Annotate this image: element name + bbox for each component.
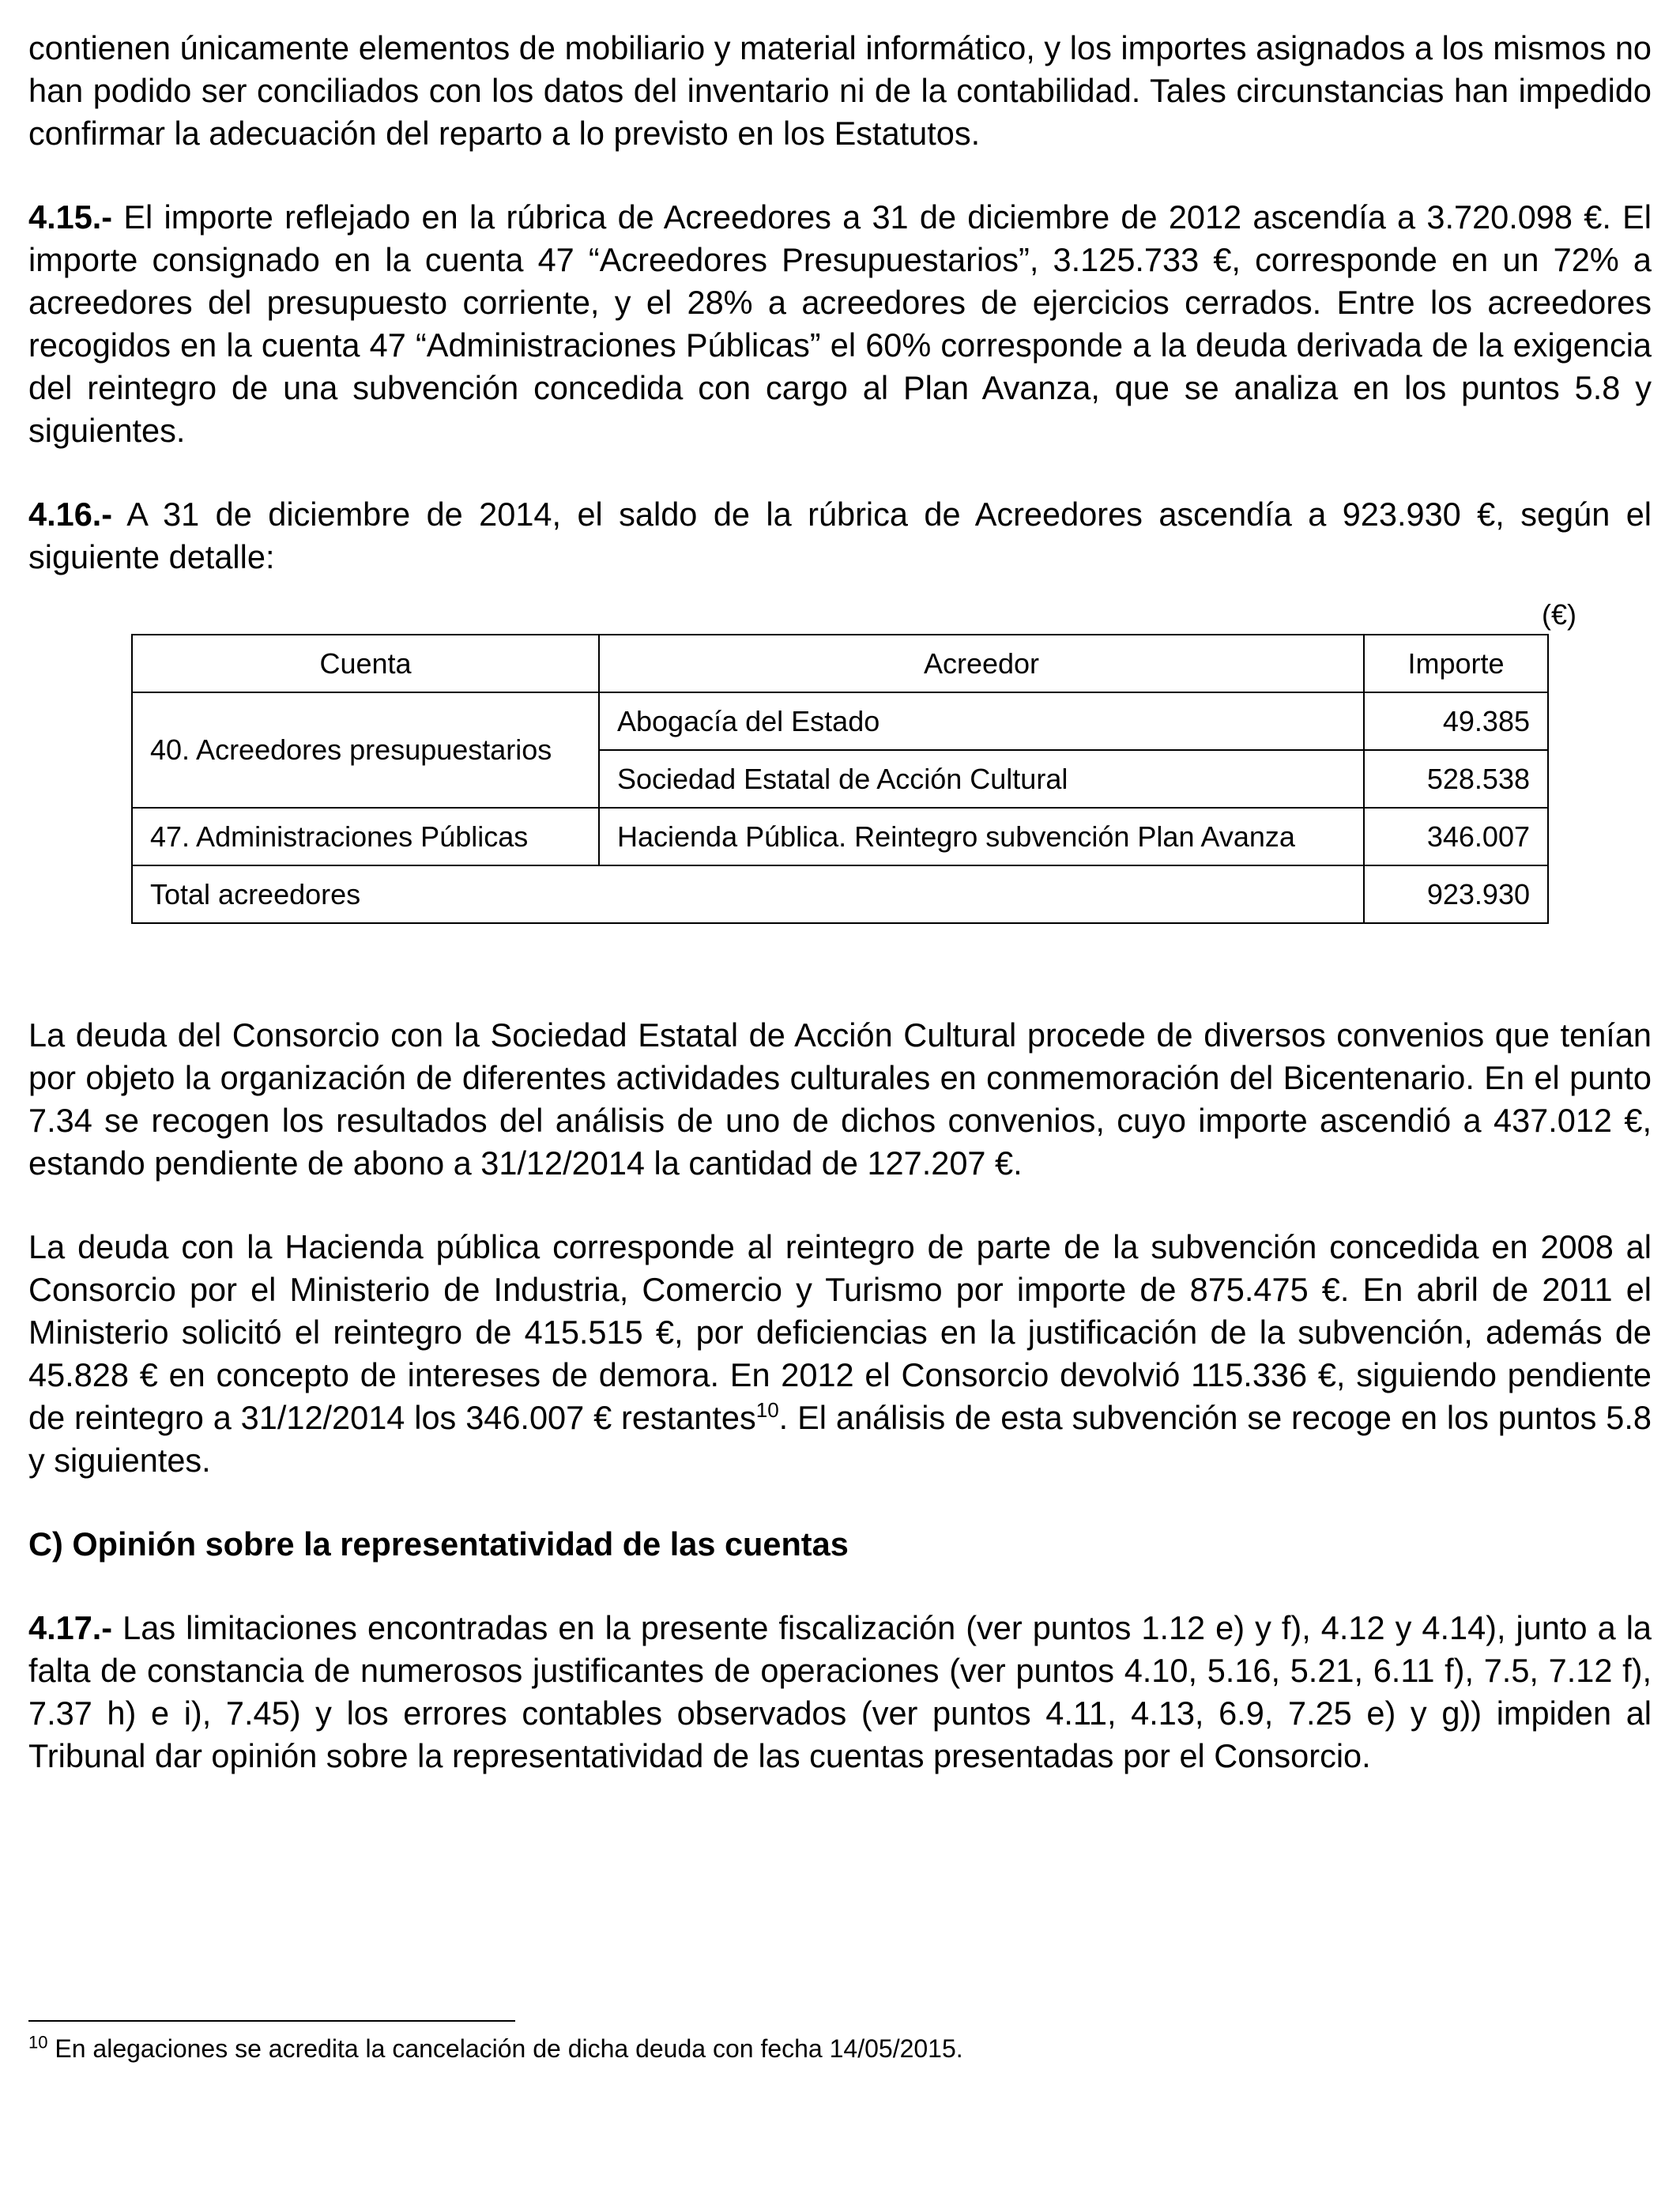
cell-importe: 528.538	[1364, 750, 1548, 808]
header-importe: Importe	[1364, 635, 1548, 692]
paragraph-text: Las limitaciones encontradas en la presente fiscalización (ver puntos 1.12 e) y f), 4.12 y 4.14), junto a la falta de constancia de numerosos justificantes de operaciones (ver puntos 4.10, 5.16, 5.21, 6.11 f), 7.5, 7.12 f), 7.37 h) e i), 7.45) y los errores contables observados (ver puntos 4.11, 4.13, 6.9, 7.25 e) y g)) impiden al Tribunal dar opinión sobre la representatividad de las cuentas presentadas por el Consorcio.	[28, 1609, 1652, 1774]
paragraph-4-16	[28, 493, 1652, 579]
cell-cuenta: 40. Acreedores presupuestarios	[132, 692, 599, 808]
cell-importe: 49.385	[1364, 692, 1548, 750]
cell-cuenta: 47. Administraciones Públicas	[132, 808, 599, 865]
footnote-reference: 10	[755, 1398, 779, 1423]
paragraph-text: El importe reflejado en la rúbrica de Acreedores a 31 de diciembre de 2012 ascendía a 3.720.098 €. El importe consignado en la cuenta 47 “Acreedores Presupuestarios”, 3.125.733 €, corresponde en un 72% a acreedores del presupuesto corriente, y el 28% a acreedores de ejercicios cerrados. Entre los acreedores recogidos en la cuenta 47 “Administraciones Públicas” el 60% corresponde a la deuda derivada de la exigencia del reintegro de una subvención concedida con cargo al Plan Avanza, que se analiza en los puntos 5.8 y siguientes.	[28, 198, 1652, 449]
footnote-divider	[28, 2020, 515, 2022]
table-header-row	[132, 635, 1548, 692]
paragraph-hacienda	[28, 1226, 1652, 1482]
paragraph-text: La deuda con la Hacienda pública corresponde al reintegro de parte de la subvención concedida en 2008 al Consorcio por el Ministerio de Industria, Comercio y Turismo por importe de 875.475 €. En abril de 2011 el Ministerio solicitó el reintegro de 415.515 €, por deficiencias en la justificación de la subvención, además de 45.828 € en concepto de intereses de demora. En 2012 el Consorcio devolvió 115.336 €, siguiendo pendiente de reintegro a 31/12/2014 los 346.007 € restantes	[28, 1228, 1652, 1436]
paragraph-number: 4.16.-	[28, 496, 113, 533]
cell-acreedor: Abogacía del Estado	[599, 692, 1364, 750]
cell-importe: 346.007	[1364, 808, 1548, 865]
footnote-text: En alegaciones se acredita la cancelación de dicha deuda con fecha 14/05/2015.	[47, 2034, 963, 2063]
cell-acreedor: Sociedad Estatal de Acción Cultural	[599, 750, 1364, 808]
cell-acreedor: Hacienda Pública. Reintegro subvención Plan Avanza	[599, 808, 1364, 865]
creditors-table	[131, 634, 1549, 924]
paragraph-text: . El análisis de esta subvención se recoge en los puntos 5.8 y siguientes.	[28, 1399, 1652, 1479]
footnote-number: 10	[28, 2032, 48, 2053]
document-page	[28, 27, 1652, 1819]
paragraph-4-17	[28, 1607, 1652, 1777]
header-cuenta: Cuenta	[132, 635, 599, 692]
cell-total-importe: 923.930	[1364, 865, 1548, 923]
footnote	[28, 2033, 963, 2064]
paragraph-number: 4.15.-	[28, 198, 113, 236]
cell-total-label: Total acreedores	[132, 865, 1364, 923]
paragraph-sociedad: La deuda del Consorcio con la Sociedad Estatal de Acción Cultural procede de diversos convenios que tenían por objeto la organización de diferentes actividades culturales en conmemoración del Bicentenario. En el punto 7.34 se recogen los resultados del análisis de uno de dichos convenios, cuyo importe ascendió a 437.012 €, estando pendiente de abono a 31/12/2014 la cantidad de 127.207 €.	[28, 1016, 1652, 1182]
table-unit-label: (€)	[1542, 598, 1576, 631]
paragraph-intro: contienen únicamente elementos de mobiliario y material informático, y los importes asignados a los mismos no han podido ser conciliados con los datos del inventario ni de la contabilidad. Tales circunstancias han impedido confirmar la adecuación del reparto a lo previsto en los Estatutos.	[28, 29, 1652, 152]
table-row	[132, 692, 1548, 750]
paragraph-text: A 31 de diciembre de 2014, el saldo de la rúbrica de Acreedores ascendía a 923.930 €, según el siguiente detalle:	[28, 496, 1652, 575]
paragraph-4-15	[28, 196, 1652, 452]
table-total-row	[132, 865, 1548, 923]
header-acreedor: Acreedor	[599, 635, 1364, 692]
table-row	[132, 808, 1548, 865]
paragraph-number: 4.17.-	[28, 1609, 113, 1646]
section-heading: C) Opinión sobre la representatividad de las cuentas	[28, 1525, 849, 1563]
